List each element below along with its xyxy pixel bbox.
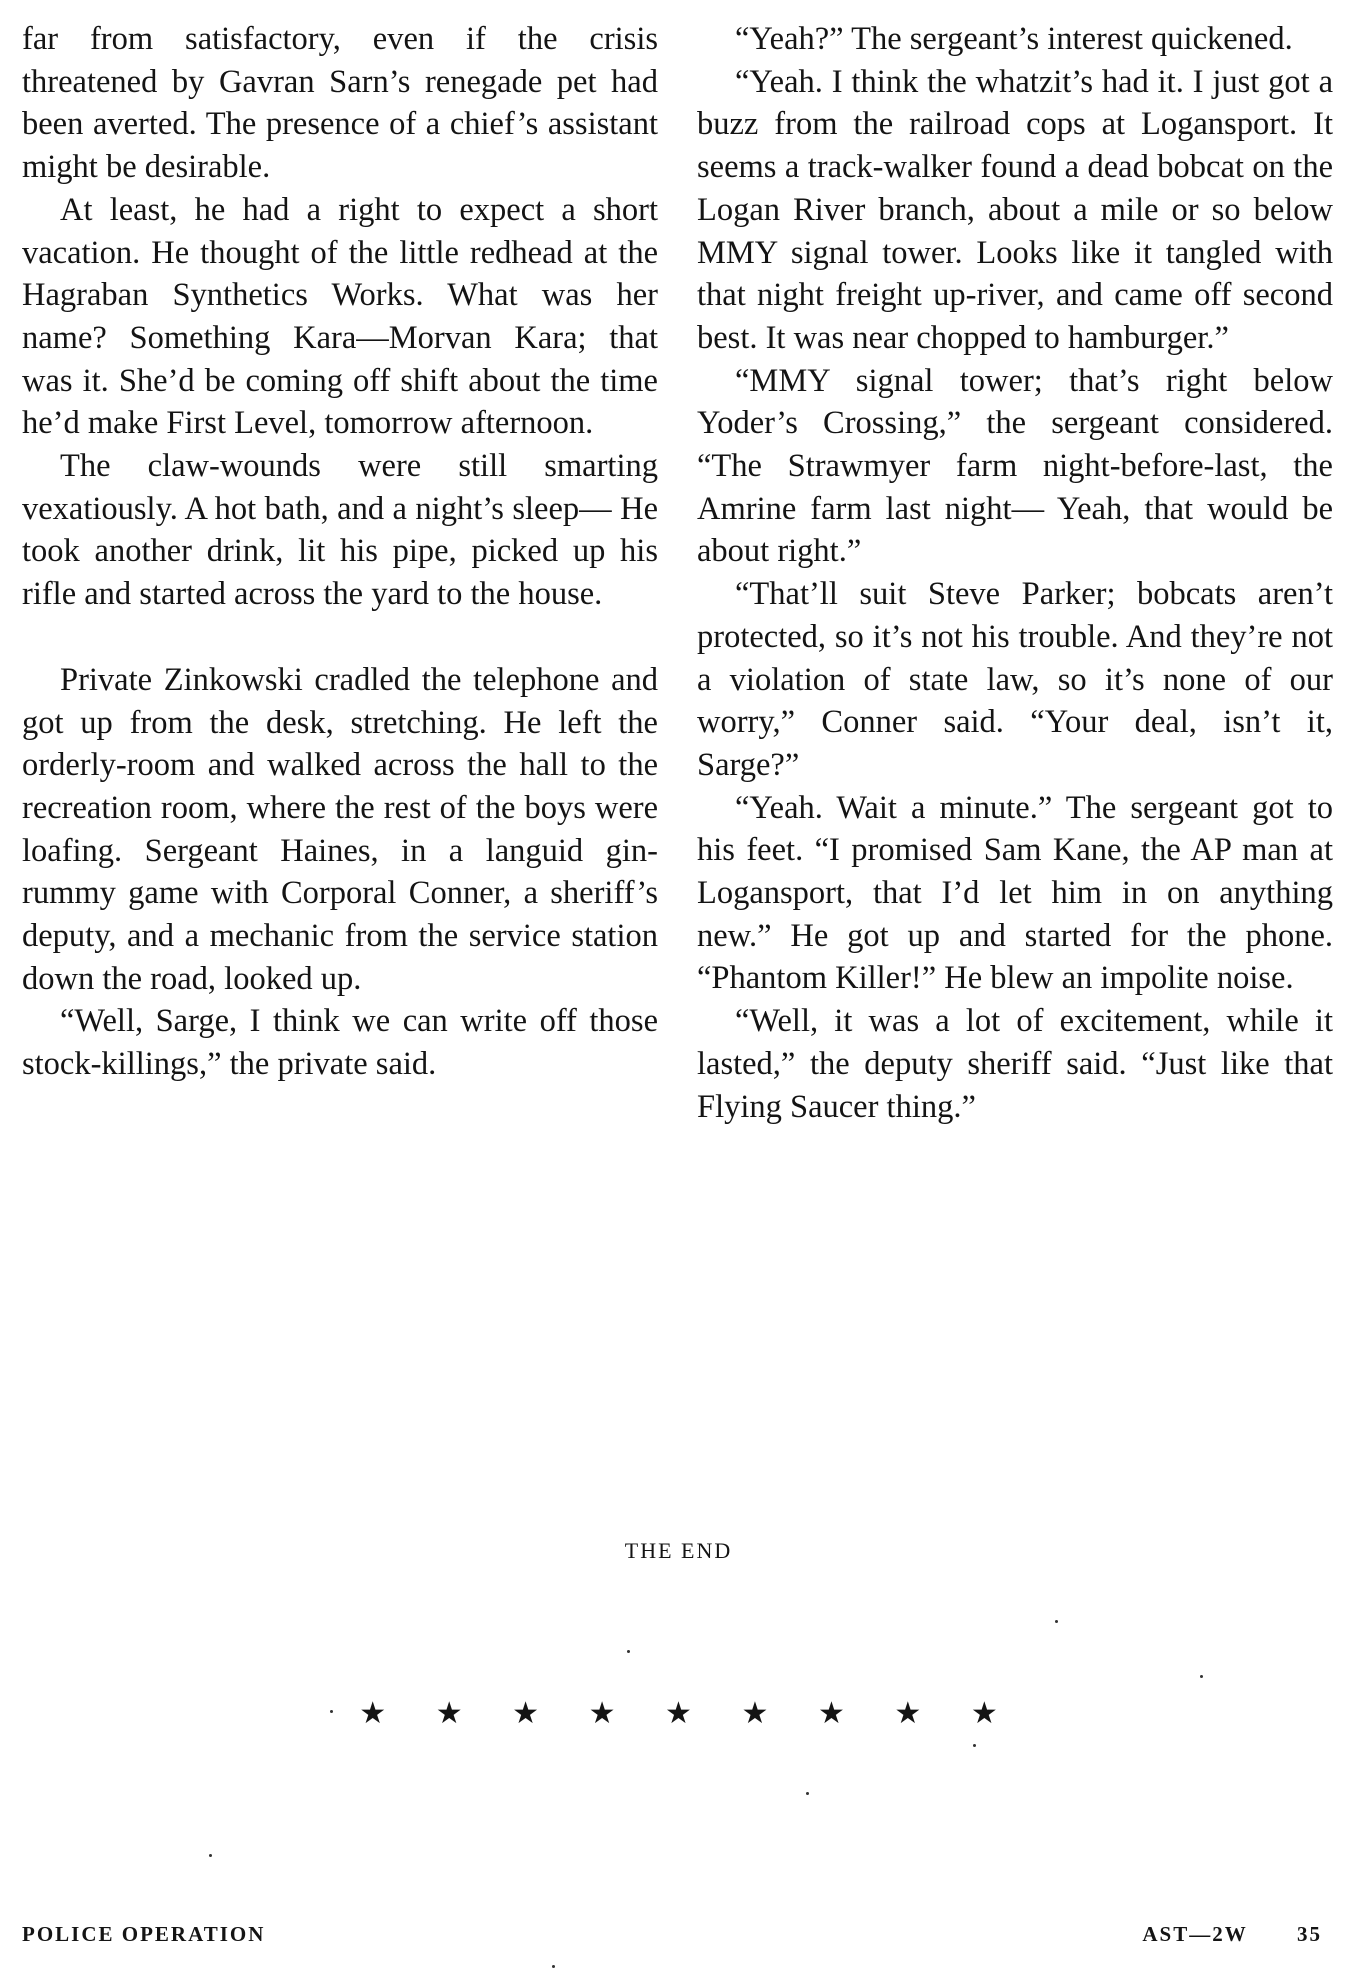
- paragraph: far from satisfactory, even if the crisis threatened by Gavran Sarn’s renegade pet had been averted. The presence of a chief’s assistant might be desirable.: [22, 21, 658, 186]
- scan-speck: [627, 1650, 630, 1653]
- scan-speck: [1200, 1675, 1203, 1678]
- paragraph: “Yeah. I think the whatzit’s had it. I just got a buzz from the railroad cops at Logansport. It seems a track-walker found a dead bobcat on the Logan River branch, about a mile or so below MMY signal tower. Looks like it tangled with that night freight up-river, and came off second best. It was near chopped to hamburger.”: [697, 63, 1333, 356]
- star-icon: ★: [435, 1696, 463, 1731]
- scan-speck: [1055, 1620, 1058, 1623]
- scan-speck: [973, 1744, 976, 1747]
- paragraph: “Yeah?” The sergeant’s interest quickened.: [735, 21, 1293, 57]
- folio: [1142, 1922, 1322, 1947]
- paragraph: “MMY signal tower; that’s right below Yoder’s Crossing,” the sergeant considered. “The Strawmyer farm night-before-last, the Amrine farm last night— Yeah, that would be about right.”: [697, 362, 1333, 570]
- paragraph: “Well, it was a lot of excitement, while it lasted,” the deputy sheriff said. “Just like that Flying Saucer thing.”: [697, 1003, 1333, 1125]
- right-column: [697, 18, 1333, 1128]
- the-end-label: THE END: [624, 1538, 733, 1563]
- paragraph: At least, he had a right to expect a short vacation. He thought of the little redhead at the Hagraban Synthetics Works. What was her name? Something Kara—Morvan Kara; that was it. She’d be coming off shift about the time he’d make First Level, tomorrow afternoon.: [22, 191, 658, 442]
- star-icon: ★: [512, 1696, 540, 1731]
- star-icon: ★: [588, 1696, 616, 1731]
- scan-speck: [209, 1854, 212, 1857]
- paragraph: “Yeah. Wait a minute.” The sergeant got to his feet. “I promised Sam Kane, the AP man at Logansport, that I’d let him in on anything new.” He got up and started for the phone. “Phantom Killer!” He blew an impolite noise.: [697, 789, 1333, 997]
- paragraph: The claw-wounds were still smarting vexatiously. A hot bath, and a night’s sleep— He took another drink, lit his pipe, picked up his rifle and started across the yard to the house.: [22, 448, 658, 613]
- star-icon: ★: [741, 1696, 769, 1731]
- magazine-code: AST—2W: [1142, 1922, 1248, 1946]
- scan-speck: [552, 1965, 555, 1968]
- star-icon: ★: [665, 1696, 692, 1731]
- star-icon: ★: [894, 1696, 922, 1731]
- star-icon: ★: [359, 1696, 387, 1731]
- scan-speck: [806, 1792, 809, 1795]
- star-icon: ★: [970, 1696, 998, 1731]
- page-number: 35: [1297, 1922, 1322, 1946]
- star-icon: ★: [817, 1696, 845, 1731]
- scan-speck: [330, 1710, 333, 1713]
- running-title: POLICE OPERATION: [22, 1922, 266, 1946]
- paragraph: Private Zinkowski cradled the telephone and got up from the desk, stretching. He left the orderly-room and walked across the hall to the recreation room, where the rest of the boys were loafing. Sergeant Haines, in a languid gin-rummy game with Corporal Conner, a sheriff’s deputy, and a mechanic from the service station down the road, looked up.: [22, 661, 658, 997]
- section-break: [22, 616, 658, 659]
- star-divider: [0, 1696, 1357, 1731]
- paragraph: “Well, Sarge, I think we can write off those stock-killings,” the private said.: [22, 1003, 658, 1083]
- paragraph: “That’ll suit Steve Parker; bobcats aren’t protected, so it’s not his trouble. And they’re not a violation of state law, so it’s none of our worry,” Conner said. “Your deal, isn’t it, Sarge?”: [697, 576, 1333, 783]
- left-column: [22, 18, 658, 1086]
